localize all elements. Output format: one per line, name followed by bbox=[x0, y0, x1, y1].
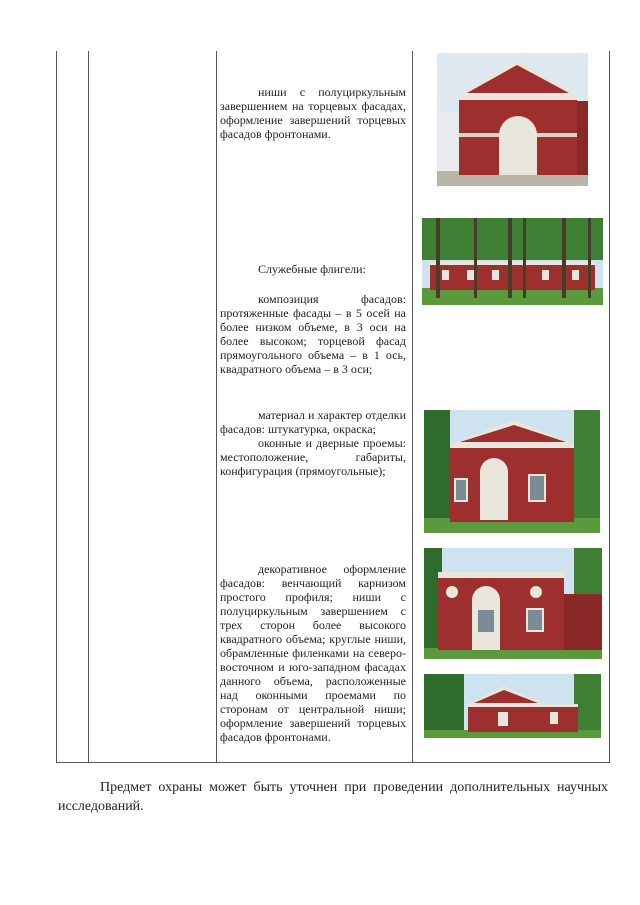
text-block-niches: ниши с полуциркульным завершением на торцевых фасадах, оформление завершений торцевых фасадов фронтонами. bbox=[220, 85, 406, 141]
table-border-right bbox=[609, 51, 610, 763]
photo-wing-side-view bbox=[424, 674, 601, 738]
text-block-composition: композиция фасадов: протяженные фасады – в 5 осей на более низком объеме, в 3 оси на более высоком; торцевой фасад прямоугольного объема – в 1 ось, квадратного объема – в 3 оси; bbox=[220, 292, 406, 376]
table-col-divider bbox=[88, 51, 89, 763]
photo-service-wing-trees bbox=[422, 218, 603, 305]
section-heading: Служебные флигели: bbox=[258, 262, 366, 276]
table-col-divider bbox=[216, 51, 217, 763]
photo-wing-arched-niche bbox=[424, 410, 600, 533]
table-col-divider bbox=[412, 51, 413, 763]
photo-wing-round-niches bbox=[424, 548, 602, 659]
footer-paragraph: Предмет охраны может быть уточнен при проведении дополнительных научных исследований. bbox=[58, 780, 608, 814]
text-block-decoration: декоративное оформление фасадов: венчающий карнизом простого профиля; ниши с полуциркульным завершением с трех сторон более высокого квадратного объема; круглые ниши, обрамленные филенками на северо-восточном и юго-западном фасадах данного объема, расположенные над оконными проемами по сторонам от центральной ниши; оформление завершений торцевых фасадов фронтонами. bbox=[220, 562, 406, 744]
table-border-bottom bbox=[56, 762, 610, 763]
photo-gable-facade bbox=[437, 53, 588, 186]
text-block-material: материал и характер отделки фасадов: штукатурка, окраска; оконные и дверные проемы: местоположение, габариты, конфигурация (прямоугольные); bbox=[220, 408, 406, 478]
table-border-left bbox=[56, 51, 57, 763]
